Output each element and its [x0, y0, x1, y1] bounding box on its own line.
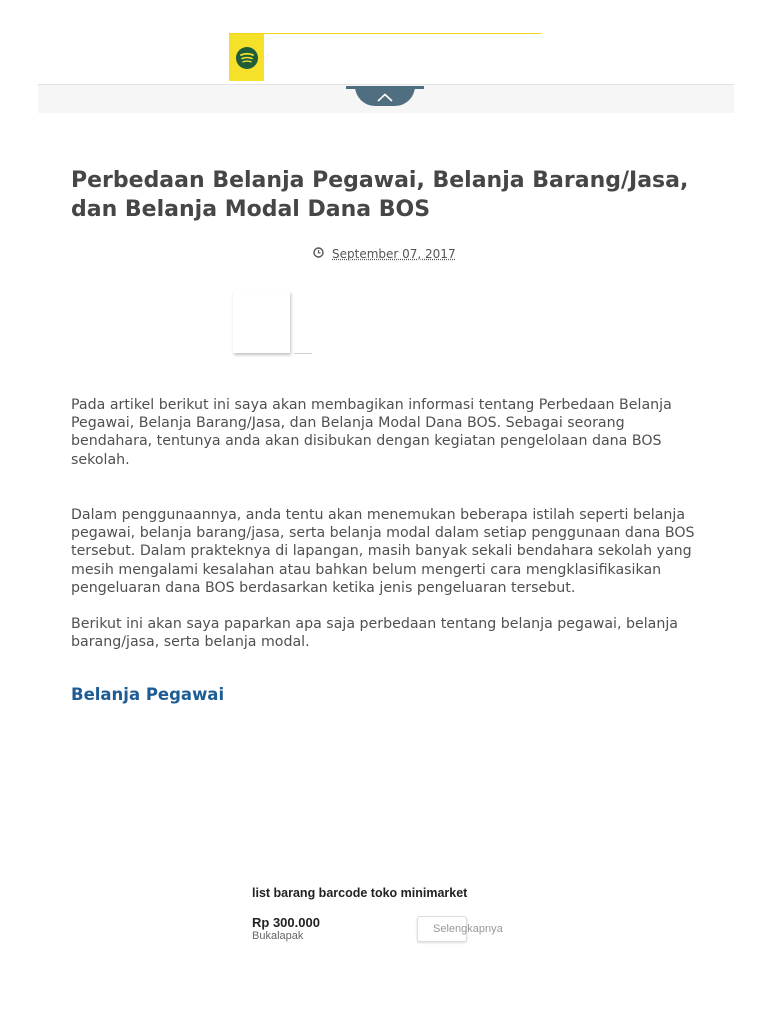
post-date-link[interactable]: September 07, 2017	[332, 247, 456, 261]
product-details-button[interactable]: Selengkapnya	[417, 916, 467, 942]
paragraph-intro: Pada artikel berikut ini saya akan membagikan informasi tentang Perbedaan Belanja Pegawai, Belanja Barang/Jasa, dan Belanja Modal Dana BOS. Sebagai seorang bendahara, tentunya anda akan disibukan dengan kegiatan pengelolaan dana BOS sekolah.	[71, 397, 672, 468]
top-banner-ad[interactable]	[229, 33, 541, 81]
product-name[interactable]: list barang barcode toko minimarket	[252, 886, 468, 900]
product-ad-card[interactable]	[252, 884, 503, 948]
product-price: Rp 300.000	[252, 915, 320, 930]
paragraph-summary: Berikut ini akan saya paparkan apa saja perbedaan tentang belanja pegawai, belanja barang/jasa, serta belanja modal.	[71, 616, 678, 651]
section-heading-belanja-pegawai: Belanja Pegawai	[71, 685, 225, 704]
clock-icon	[313, 247, 324, 261]
post-image-placeholder	[233, 291, 290, 353]
post-title: Perbedaan Belanja Pegawai, Belanja Barang/Jasa, dan Belanja Modal Dana BOS	[71, 168, 689, 222]
product-seller: Bukalapak	[252, 930, 304, 942]
paragraph-usage: Dalam penggunaannya, anda tentu akan menemukan beberapa istilah seperti belanja pegawai, belanja barang/jasa, serta belanja modal dalam setiap penggunaan dana BOS tersebut. Dalam prakteknya di lapangan, masih banyak sekali bendahara sekolah yang mesih mengalami kesalahan atau bahkan belum mengerti cara mengklasifikasikan pengeluaran dana BOS berdasarkan ketika jenis pengeluaran tersebut.	[71, 507, 695, 596]
chevron-up-icon	[377, 87, 393, 106]
image-divider	[294, 353, 312, 354]
spotify-icon	[236, 47, 258, 69]
ad-logo[interactable]	[229, 34, 264, 81]
post-date[interactable]	[313, 247, 456, 261]
